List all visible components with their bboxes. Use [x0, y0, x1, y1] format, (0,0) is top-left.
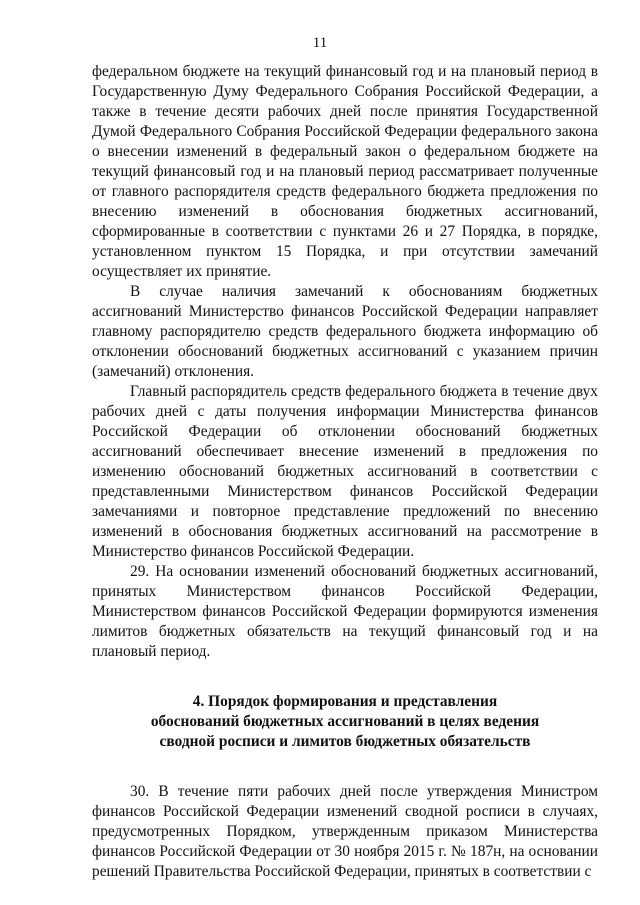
paragraph-chief-manager: Главный распорядитель средств федерального бюджета в течение двух рабочих дней с даты получения информации Министерства финансов Российской Федерации об отклонении обоснований бюджетных ассигнований обеспечивает внесение изменений в предложения по изменению обоснований бюджетных ассигнований в соответствии с представленными Министерством финансов Российской Федерации замечаниями и повторное представление предложений по внесению изменений в обоснования бюджетных ассигнований на рассмотрение в Министерство финансов Российской Федерации.: [92, 383, 598, 560]
section-heading-line-2: обоснований бюджетных ассигнований в целях ведения: [150, 713, 540, 730]
paragraph-item-29: 29. На основании изменений обоснований бюджетных ассигнований, принятых Министерством финансов Российской Федерации, Министерством финансов Российской Федерации формируются изменения лимитов бюджетных обязательств на текущий финансовый год и на плановый период.: [92, 563, 598, 660]
section-heading: [92, 692, 598, 752]
paragraph-continuation: федеральном бюджете на текущий финансовый год и на плановый период в Государственную Думу Федерального Собрания Российской Федерации, а также в течение десяти рабочих дней после принятия Государственной Думой Федерального Собрания Российской Федерации федерального закона о внесении изменений в федеральный закон о федеральном бюджете на текущий финансовый год и на плановый период рассматривает полученные от главного распорядителя средств федерального бюджета предложения по внесению изменений в обоснования бюджетных ассигнований, сформированные в соответствии с пунктами 26 и 27 Порядка, в порядке, установленном пунктом 15 Порядка, и при отсутствии замечаний осуществляет их принятие.: [92, 63, 598, 280]
section-heading-line-3: сводной росписи и лимитов бюджетных обязательств: [159, 733, 531, 750]
section-heading-line-1: 4. Порядок формирования и представления: [192, 693, 498, 710]
page-number: 11: [312, 35, 328, 51]
paragraph-remarks: В случае наличия замечаний к обоснованиям бюджетных ассигнований Министерство финансов Российской Федерации направляет главному распорядителю средств федерального бюджета информацию об отклонении обоснований бюджетных ассигнований с указанием причин (замечаний) отклонения.: [92, 283, 598, 380]
document-body: [92, 62, 598, 882]
paragraph-item-30: 30. В течение пяти рабочих дней после утверждения Министром финансов Российской Федерации изменений сводной росписи в случаях, предусмотренных Порядком, утвержденным приказом Министерства финансов Российской Федерации от 30 ноября 2015 г. № 187н, на основании решений Правительства Российской Федерации, принятых в соответствии с: [92, 783, 598, 880]
